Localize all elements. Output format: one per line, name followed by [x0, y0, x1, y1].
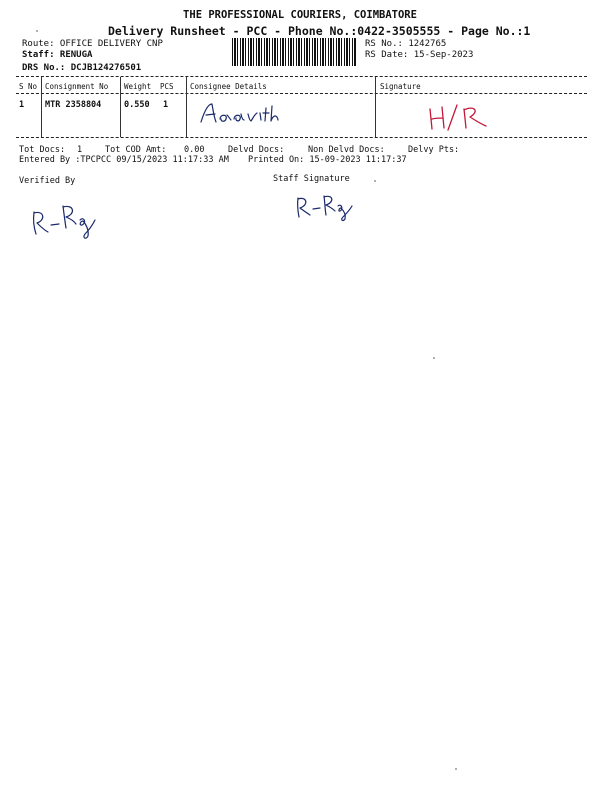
tot-docs-label: Tot Docs: — [19, 145, 66, 155]
col-divider — [41, 77, 42, 137]
col-divider — [120, 77, 121, 137]
col-header-consignee: Consignee Details — [190, 82, 267, 91]
scan-speck — [36, 30, 38, 32]
rs-date: RS Date: 15-Sep-2023 — [365, 50, 474, 60]
non-delvd-docs-label: Non Delvd Docs: — [308, 145, 385, 155]
table-header-rule — [16, 93, 587, 94]
company-title: THE PROFESSIONAL COURIERS, COIMBATORE — [183, 9, 417, 21]
scan-speck — [433, 357, 435, 359]
col-header-signature: Signature — [380, 82, 421, 91]
runsheet-subtitle: Delivery Runsheet - PCC - Phone No.:0422-3505555 - Page No.:1 — [108, 24, 531, 38]
col-header-pcs: PCS — [160, 82, 174, 91]
tot-cod-value: 0.00 — [184, 145, 205, 155]
col-divider — [186, 77, 187, 137]
col-divider — [375, 77, 376, 137]
barcode — [232, 38, 356, 66]
col-header-sno: S No — [19, 82, 38, 91]
rs-number: RS No.: 1242765 — [365, 39, 447, 49]
row-pcs: 1 — [163, 100, 169, 110]
row-sno: 1 — [19, 100, 25, 110]
row-consignment: MTR 2358804 — [45, 100, 102, 110]
tot-cod-label: Tot COD Amt: — [105, 145, 167, 155]
delvd-docs-label: Delvd Docs: — [228, 145, 285, 155]
row-weight: 0.550 — [124, 100, 150, 110]
verifier-signature — [28, 200, 108, 240]
verified-by-label: Verified By — [19, 176, 76, 186]
scan-speck — [374, 180, 376, 182]
staff-signature — [292, 192, 362, 222]
scan-speck — [455, 768, 457, 770]
printed-on: Printed On: 15-09-2023 11:17:37 — [248, 155, 407, 165]
route: Route: OFFICE DELIVERY CNP — [22, 39, 163, 49]
delvy-pts-label: Delvy Pts: — [408, 145, 460, 155]
table-bottom-rule — [16, 137, 587, 138]
consignee-handwriting — [198, 100, 298, 126]
drs-number: DRS No.: DCJB124276501 — [22, 63, 142, 73]
tot-docs-value: 1 — [77, 145, 83, 155]
staff-signature-label: Staff Signature — [273, 174, 350, 184]
table-top-rule — [16, 76, 587, 77]
staff: Staff: RENUGA — [22, 50, 93, 60]
entered-by: Entered By :TPCPCC 09/15/2023 11:17:33 AM — [19, 155, 229, 165]
col-header-weight: Weight — [124, 82, 152, 91]
signature-mark — [426, 101, 496, 131]
col-header-consignment: Consignment No — [45, 82, 109, 91]
